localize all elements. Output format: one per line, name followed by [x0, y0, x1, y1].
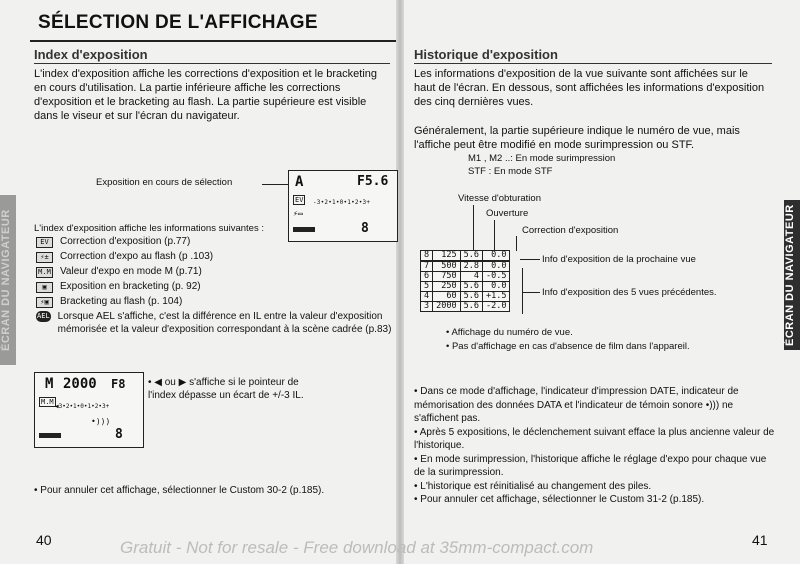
lcd-shutter: 2000: [63, 376, 97, 392]
exposure-scale: ◀3•2•1•0•1•2•3+: [55, 403, 110, 410]
lcd-frames: 8: [361, 221, 369, 236]
history-cell-c: +1.5: [482, 292, 509, 302]
flash-bracketing-icon: ⚡▣: [36, 297, 53, 308]
manual-mode-icon: M.M: [41, 398, 54, 406]
pointer-line: [522, 292, 540, 293]
lcd-display-a-mode: [288, 170, 398, 242]
lcd-mode: A: [295, 174, 304, 190]
note-nofilm: • Pas d'affichage en cas d'absence de film dans l'appareil.: [446, 341, 690, 352]
history-cell-s: 125: [433, 251, 460, 262]
history-row: [421, 282, 510, 292]
label-next: Info d'exposition de la prochaine vue: [542, 254, 696, 265]
history-row: [421, 272, 510, 282]
pointer-note: • ◀ ou ▶ s'affiche si le pointeur de l'index dépasse un écart de +/-3 IL.: [148, 377, 304, 401]
legend-bracketing: [36, 281, 201, 293]
history-cell-n: 4: [421, 292, 433, 302]
legend-intro: L'index d'exposition affiche les informations suivantes :: [34, 223, 264, 234]
history-row: [421, 292, 510, 302]
left-side-tab: ÉCRAN DU NAVIGATEUR: [0, 195, 16, 365]
history-cell-a: 2.8: [460, 261, 482, 272]
history-cell-c: -0.5: [482, 272, 509, 282]
legend-text: Bracketing au flash (p. 104): [60, 296, 183, 307]
exposure-correction-icon: EV: [36, 237, 53, 248]
history-cell-a: 5.6: [460, 292, 482, 302]
bullet-item: • En mode surimpression, l'historique affiche le réglage d'expo pour chaque vue de la surimpression.: [414, 453, 767, 478]
pointer-line: [494, 220, 495, 251]
legend-manual-mode: [36, 266, 202, 278]
history-table: [420, 250, 510, 312]
page-number-left: 40: [36, 532, 52, 548]
history-cell-c: -2.0: [482, 302, 509, 312]
history-row: [421, 261, 510, 272]
legend-text: Valeur d'expo en mode M (p.71): [60, 266, 202, 277]
history-cell-s: 750: [433, 272, 460, 282]
ael-icon: AEL: [37, 312, 50, 320]
history-cell-c: 0.0: [482, 251, 509, 262]
right-side-tab: ÉCRAN DU NAVIGATEUR: [784, 200, 800, 350]
page-number-right: 41: [752, 532, 768, 548]
page-title: SÉLECTION DE L'AFFICHAGE: [38, 12, 318, 33]
history-cell-n: 8: [421, 251, 433, 262]
lcd-display-m-mode: [34, 372, 144, 448]
history-cell-s: 60: [433, 292, 460, 302]
label-correction: Correction d'exposition: [522, 225, 619, 236]
bullet-item: • Dans ce mode d'affichage, l'indicateur d'impression DATE, indicateur de mémorisation des données DATA et l'indicateur de témoin sonore •))) ne s'affichent pas.: [414, 386, 739, 424]
history-cell-s: 500: [433, 261, 460, 272]
callout-line: [262, 184, 290, 185]
legend-text: Lorsque AEL s'affiche, c'est la différence en IL entre la valeur d'exposition mémorisée et la valeur d'exposition correspondant à la scène cadrée (p.83): [57, 311, 392, 335]
legend-exposure-correction: [36, 236, 190, 248]
history-intro: Les informations d'exposition de la vue suivante sont affichées sur le haut de l'écran. En dessous, sont affichées les informations d'exposition des cinq dernières vues.: [414, 68, 765, 108]
exposure-correction-icon: EV: [295, 196, 304, 204]
battery-icon: [39, 433, 61, 438]
pointer-line: [520, 259, 540, 260]
lcd-mode: M: [45, 376, 54, 392]
bracketing-icon: ▣: [36, 282, 53, 293]
lcd-aperture: F5.6: [357, 174, 389, 189]
label-last5: Info d'exposition des 5 vues précédentes.: [542, 287, 717, 298]
stf-line: STF : En mode STF: [468, 166, 553, 177]
bullet-item: • L'historique est réinitialisé au changement des piles.: [414, 480, 652, 492]
bullet-item: • Après 5 expositions, le déclenchement suivant efface la plus ancienne valeur de l'historique.: [414, 426, 775, 451]
history-cell-n: 3: [421, 302, 433, 312]
legend-ael: [36, 310, 392, 336]
history-cell-a: 4: [460, 272, 482, 282]
pointer-line: [473, 205, 474, 251]
history-cell-n: 5: [421, 282, 433, 292]
history-cell-n: 7: [421, 261, 433, 272]
history-cell-c: 0.0: [482, 282, 509, 292]
bracket-line: [522, 268, 523, 314]
legend-flash-correction: [36, 251, 213, 263]
legend-text: Exposition en bracketing (p. 92): [60, 281, 201, 292]
label-shutter: Vitesse d'obturation: [458, 193, 541, 204]
lcd-frames: 8: [115, 427, 123, 442]
history-cell-s: 250: [433, 282, 460, 292]
note-number: • Affichage du numéro de vue.: [446, 327, 573, 338]
legend-text: Correction d'exposition (p.77): [60, 236, 191, 247]
history-general: Généralement, la partie supérieure indique le numéro de vue, mais l'affiche peut être modifié en mode surimpression ou STF.: [414, 125, 740, 151]
history-row: [421, 302, 510, 312]
section-title-index: Index d'exposition: [34, 47, 390, 64]
history-display: [420, 250, 510, 312]
legend-text: Correction d'expo au flash (p .103): [60, 251, 214, 262]
manual-mode-icon: M.M: [36, 267, 53, 278]
pointer-line: [516, 236, 517, 251]
history-cell-a: 5.6: [460, 302, 482, 312]
battery-icon: [293, 227, 315, 232]
beep-icon: •))): [91, 417, 111, 426]
history-cell-s: 2000: [433, 302, 460, 312]
left-cancel-note: • Pour annuler cet affichage, sélectionner le Custom 30-2 (p.185).: [34, 485, 325, 496]
history-row-next: [421, 251, 510, 262]
book-gutter: [396, 0, 404, 564]
bullet-item: • Pour annuler cet affichage, sélectionner le Custom 31-2 (p.185).: [414, 494, 705, 505]
lcd-aperture: F8: [111, 377, 126, 391]
flash-bracketing-icon: ⚡▭: [293, 209, 303, 218]
legend-flash-bracketing: [36, 296, 182, 308]
watermark: Gratuit - Not for resale - Free download at 35mm-compact.com: [120, 538, 594, 557]
flash-correction-icon: ⚡±: [36, 252, 53, 263]
history-bullets: [414, 385, 776, 507]
history-cell-n: 6: [421, 272, 433, 282]
history-cell-a: 5.6: [460, 282, 482, 292]
index-intro: L'index d'exposition affiche les corrections d'exposition et le bracketing en cours d'utilisation. La partie inférieure affiche les corrections d'exposition et le bracketing au flash. La partie supérieure est visible dans le viseur et sur l'écran du navigateur.: [34, 68, 378, 122]
label-aperture: Ouverture: [486, 208, 529, 219]
section-title-history: Historique d'exposition: [414, 47, 772, 64]
history-cell-c: 0.0: [482, 261, 509, 272]
history-cell-a: 5.6: [460, 251, 482, 262]
exposure-scale: -3•2•1•0•1•2•3+: [313, 199, 371, 206]
m1-line: M1 , M2 ..: En mode surimpression: [468, 153, 616, 164]
callout-exposure: Exposition en cours de sélection: [96, 177, 233, 188]
